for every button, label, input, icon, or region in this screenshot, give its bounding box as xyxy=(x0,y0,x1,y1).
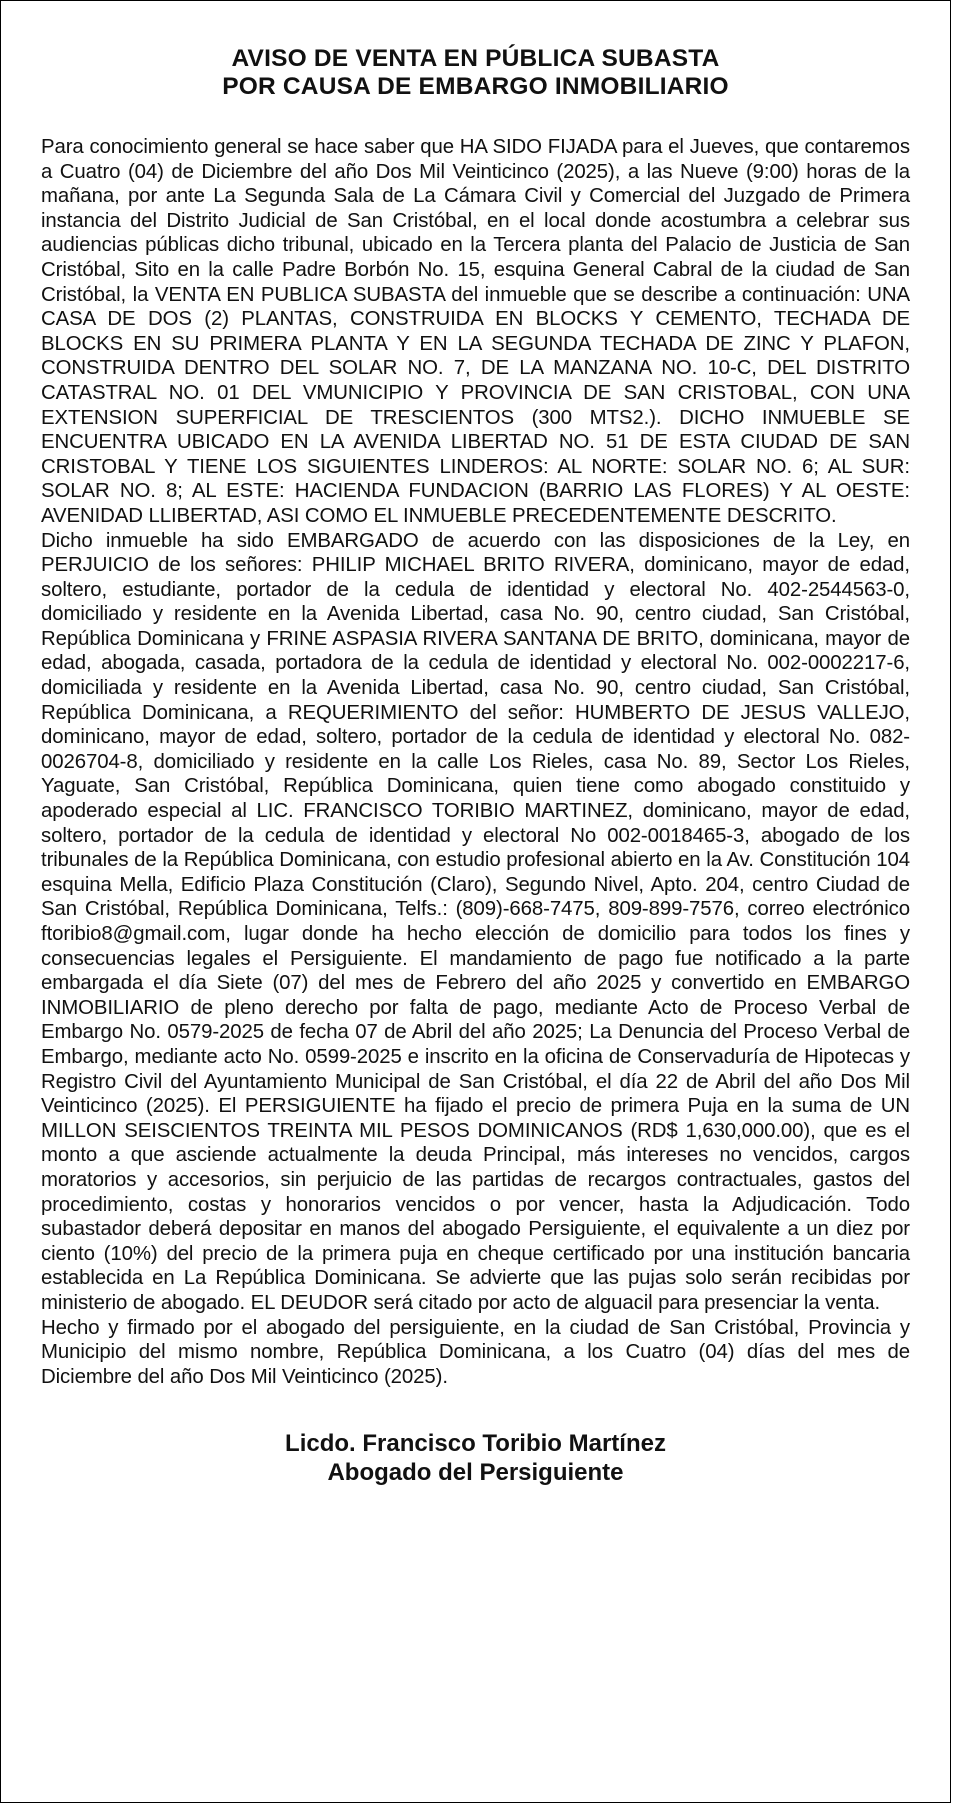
title-line-2: POR CAUSA DE EMBARGO INMOBILIARIO xyxy=(222,73,729,100)
signature-role: Abogado del Persiguiente xyxy=(327,1459,624,1487)
notice-body xyxy=(41,135,910,1389)
paragraph-seizure-details: Dicho inmueble ha sido EMBARGADO de acuerdo con las disposiciones de la Ley, en PERJUICIO de los señores: PHILIP MICHAEL BRITO RIVERA, dominicano, mayor de edad, soltero, estudiante, portador de la cedula de identidad y electoral No. 402-2544563-0, domiciliado y residente en la Avenida Libertad, casa No. 90, centro ciudad, San Cristóbal, República Dominicana y FRINE ASPASIA RIVERA SANTANA DE BRITO, dominicana, mayor de edad, abogada, casada, portadora de la cedula de identidad y electoral No. 002-0002217-6, domiciliada y residente en la Avenida Libertad, casa No. 90, centro ciudad, San Cristóbal, República Dominicana, a REQUERIMIENTO del señor: HUMBERTO DE JESUS VALLEJO, dominicano, mayor de edad, soltero, portador de la cedula de identidad y electoral No. 082-0026704-8, domiciliado y residente en la calle Los Rieles, casa No. 89, Sector Los Rieles, Yaguate, San Cristóbal, República Dominicana, quien tiene como abogado constituido y apoderado especial al LIC. FRANCISCO TORIBIO MARTINEZ, dominicano, mayor de edad, soltero, portador de la cedula de identidad y electoral No 002-0018465-3, abogado de los tribunales de la República Dominicana, con estudio profesional abierto en la Av. Constitución 104 esquina Mella, Edificio Plaza Constitución (Claro), Segundo Nivel, Apto. 204, centro Ciudad de San Cristóbal, República Dominicana, Telfs.: (809)-668-7475, 809-899-7576, correo electrónico ftoribio8@gmail.com, lugar donde ha hecho elección de domicilio para todos los fines y consecuencias legales el Persiguiente. El mandamiento de pago fue notificado a la parte embargada el día Siete (07) del mes de Febrero del año 2025 y convertido en EMBARGO INMOBILIARIO de pleno derecho por falta de pago, mediante Acto de Proceso Verbal de Embargo No. 0579-2025 de fecha 07 de Abril del año 2025; La Denuncia del Proceso Verbal de Embargo, mediante acto No. 0599-2025 e inscrito en la oficina de Conservaduría de Hipotecas y Registro Civil del Ayuntamiento Municipal de San Cristóbal, el día 22 de Abril del año Dos Mil Veinticinco (2025). El PERSIGUIENTE ha fijado el precio de primera Puja en la suma de UN MILLON SEISCIENTOS TREINTA MIL PESOS DOMINICANOS (RD$ 1,630,000.00), que es el monto a que asciende actualmente la deuda Principal, más intereses no vencidos, cargos moratorios y accesorios, sin perjuicio de las partidas de recargos contractuales, gastos del procedimiento, costas y honorarios vencidos o por vencer, hasta la Adjudicación. Todo subastador deberá depositar en manos del abogado Persiguiente, el equivalente a un diez por ciento (10%) del precio de la primera puja en cheque certificado por una institución bancaria establecida en La República Dominicana. Se advierte que las pujas solo serán recibidas por ministerio de abogado. EL DEUDOR será citado por acto de alguacil para presenciar la venta. xyxy=(41,529,910,1314)
paragraph-auction-details: Para conocimiento general se hace saber que HA SIDO FIJADA para el Jueves, que contaremos a Cuatro (04) de Diciembre del año Dos Mil Veinticinco (2025), a las Nueve (9:00) horas de la mañana, por ante La Segunda Sala de La Cámara Civil y Comercial del Juzgado de Primera instancia del Distrito Judicial de San Cristóbal, en el local donde acostumbra a celebrar sus audiencias públicas dicho tribunal, ubicado en la Tercera planta del Palacio de Justicia de San Cristóbal, Sito en la calle Padre Borbón No. 15, esquina General Cabral de la ciudad de San Cristóbal, la VENTA EN PUBLICA SUBASTA del inmueble que se describe a continuación: UNA CASA DE DOS (2) PLANTAS, CONSTRUIDA EN BLOCKS Y CEMENTO, TECHADA DE BLOCKS EN SU PRIMERA PLANTA Y EN LA SEGUNDA TECHADA DE ZINC Y PLAFON, CONSTRUIDA DENTRO DEL SOLAR NO. 7, DE LA MANZANA NO. 10-C, DEL DISTRITO CATASTRAL NO. 01 DEL VMUNICIPIO Y PROVINCIA DE SAN CRISTOBAL, CON UNA EXTENSION SUPERFICIAL DE TRESCIENTOS (300 MTS2.). DICHO INMUEBLE SE ENCUENTRA UBICADO EN LA AVENIDA LIBERTAD NO. 51 DE ESTA CIUDAD DE SAN CRISTOBAL Y TIENE LOS SIGUIENTES LINDEROS: AL NORTE: SOLAR NO. 6; AL SUR: SOLAR NO. 8; AL ESTE: HACIENDA FUNDACION (BARRIO LAS FLORES) Y AL OESTE: AVENIDAD LLIBERTAD, ASI COMO EL INMUEBLE PRECEDENTEMENTE DESCRITO. xyxy=(41,136,910,527)
signature-block xyxy=(41,1429,910,1487)
title-line-1: AVISO DE VENTA EN PÚBLICA SUBASTA xyxy=(231,45,720,72)
signature-name: Licdo. Francisco Toribio Martínez xyxy=(285,1430,666,1458)
paragraph-signed-statement: Hecho y firmado por el abogado del persiguiente, en la ciudad de San Cristóbal, Provincia y Municipio del mismo nombre, República Dominicana, a los Cuatro (04) días del mes de Diciembre del año Dos Mil Veinticinco (2025). xyxy=(41,1316,910,1388)
notice-title xyxy=(41,45,910,101)
